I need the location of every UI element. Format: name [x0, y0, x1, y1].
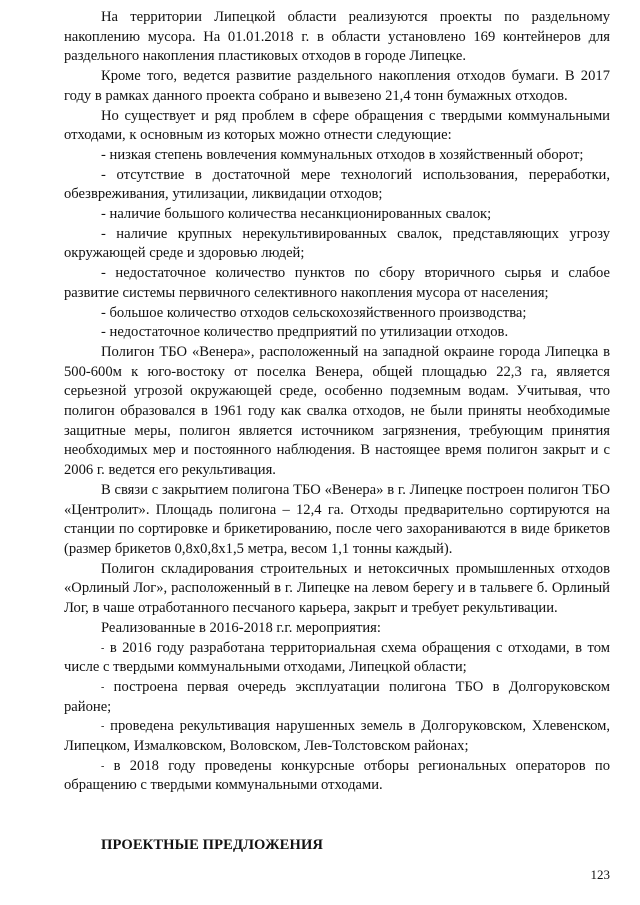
intro-paragraph-separate-collection: На территории Липецкой области реализуются проекты по раздельному накоплению мусора. На 01.01.2018 г. в области установлено 169 контейнеров для раздельного накопления пластиковых отходов в городе Липецке. [64, 9, 610, 65]
measures-list [64, 639, 610, 797]
list-item-text: проведена рекультивация нарушенных земель в Долгоруковском, Хлевенском, Липецком, Измалковском, Воловском, Лев-Толстовском районах; [64, 718, 610, 755]
list-item [64, 678, 610, 717]
list-item: - низкая степень вовлечения коммунальных отходов в хозяйственный оборот; [101, 146, 584, 163]
section-heading: ПРОЕКТНЫЕ ПРЕДЛОЖЕНИЯ [101, 837, 324, 854]
list-dash: - [101, 721, 105, 733]
list-item-text: построена первая очередь эксплуатации полигона ТБО в Долгоруковском районе; [64, 678, 610, 715]
document-page [64, 8, 610, 856]
list-item [64, 639, 610, 678]
list-item: - наличие крупных нерекультивированных свалок, представляющих угрозу окружающей среде и здоровью людей; [64, 225, 610, 262]
problems-list [64, 146, 610, 343]
list-item: - большое количество отходов сельскохозяйственного производства; [101, 304, 527, 321]
paragraph-measures-intro: Реализованные в 2016-2018 г.г. мероприятия: [101, 619, 381, 636]
list-item: - наличие большого количества несанкционированных свалок; [101, 206, 492, 223]
paragraph-centrolit-landfill: В связи с закрытием полигона ТБО «Венера» в г. Липецке построен полигон ТБО «Центролит». Площадь полигона – 12,4 га. Отходы предварительно сортируются на станции по сортировке и брикетированию, после чего захораниваются в виде брикетов (размер брикетов 0,8х0,8х1,5 метра, весом 1,1 тонны каждый). [64, 481, 610, 557]
list-item [64, 717, 610, 756]
page-number: 123 [590, 867, 610, 882]
list-dash: - [101, 642, 105, 654]
list-item: - недостаточное количество предприятий по утилизации отходов. [101, 324, 509, 341]
paragraph-venera-landfill: Полигон ТБО «Венера», расположенный на западной окраине города Липецка в 500-600м к юго-востоку от поселка Венера, общей площадью 22,3 га, является серьезной угрозой окружающей среде, особенно подземным водам. Учитывая, что полигон образовался в 1961 году как свалка отходов, не были приняты необходимые защитные меры, полигон является источником загрязнения, требующим принятия необходимых мер и постоянного наблюдения. В настоящее время полигон закрыт и с 2006 г. ведется его рекультивация. [64, 343, 610, 479]
intro-paragraph-problems: Но существует и ряд проблем в сфере обращения с твердыми коммунальными отходами, к основным из которых можно отнести следующие: [64, 107, 610, 144]
list-item-text: в 2016 году разработана территориальная схема обращения с отходами, в том числе с твердыми коммунальными отходами, Липецкой области; [64, 639, 610, 676]
intro-paragraph-paper-waste: Кроме того, ведется развитие раздельного накопления отходов бумаги. В 2017 году в рамках данного проекта собрано и вывезено 21,4 тонн бумажных отходов. [64, 68, 610, 104]
list-item [64, 757, 610, 796]
list-dash: - [101, 681, 105, 693]
list-item: - отсутствие в достаточной мере технологий использования, переработки, обезвреживания, утилизации, ликвидации отходов; [64, 166, 610, 203]
list-item: - недостаточное количество пунктов по сбору вторичного сырья и слабое развитие системы первичного селективного накопления мусора от населения; [64, 265, 610, 301]
list-dash: - [101, 760, 105, 772]
paragraph-orliny-log-landfill: Полигон складирования строительных и нетоксичных промышленных отходов «Орлиный Лог», расположенный в г. Липецке на левом берегу и в тальвеге б. Орлиный Лог, в чаше отработанного песчаного карьера, закрыт и требует рекультивации. [64, 560, 610, 617]
list-item-text: в 2018 году проведены конкурсные отборы региональных операторов по обращению с твердыми коммунальными отходами. [64, 757, 610, 794]
